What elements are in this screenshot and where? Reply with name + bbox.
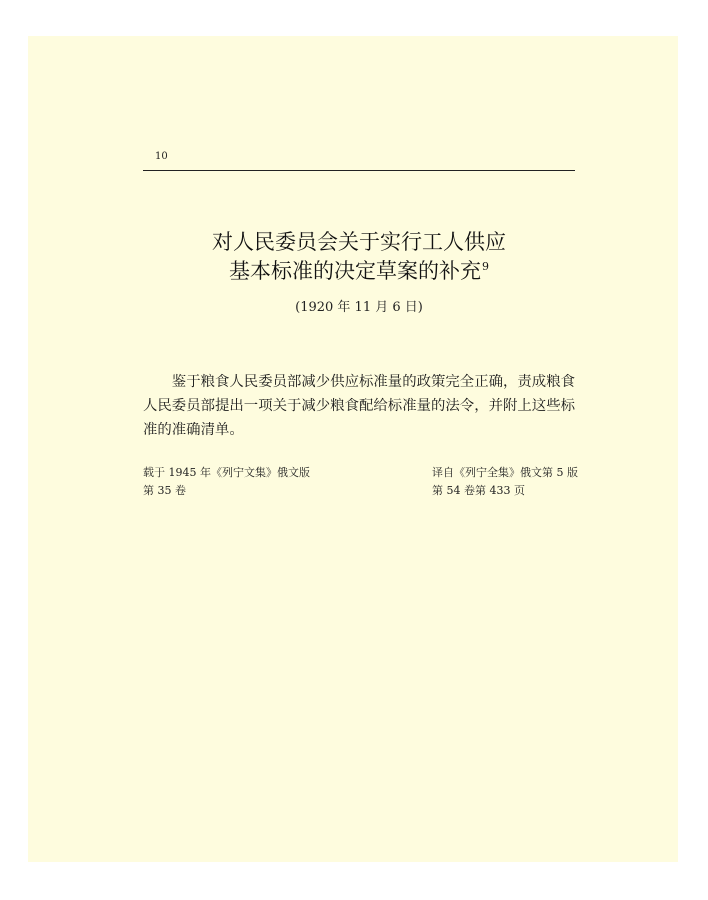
footnote-mark[interactable]: 9: [482, 260, 489, 273]
running-header: [143, 148, 575, 171]
source-right-line-2: 第 54 卷第 433 页: [432, 484, 525, 497]
source-note-left: [143, 464, 310, 500]
title-line-2: 基本标准的决定草案的补充: [229, 259, 481, 283]
body-paragraph: 鉴于粮食人民委员部减少供应标准量的政策完全正确，责成粮食人民委员部提出一项关于减少粮食配给标准量的法令，并附上这些标准的准确清单。: [143, 374, 575, 438]
article-date: (1920 年 11 月 6 日): [295, 300, 423, 315]
title-line-2-wrapper: [143, 257, 575, 286]
source-left-line-2: 第 35 卷: [143, 484, 186, 497]
source-right-line-1: 译自《列宁全集》俄文第 5 版: [432, 466, 578, 479]
source-left-line-1: 载于 1945 年《列宁文集》俄文版: [143, 466, 310, 479]
title-line-1: 对人民委员会关于实行工人供应: [212, 230, 506, 254]
article-title: [143, 228, 575, 286]
source-note-right: [432, 464, 578, 500]
page-number: 10: [155, 151, 168, 162]
